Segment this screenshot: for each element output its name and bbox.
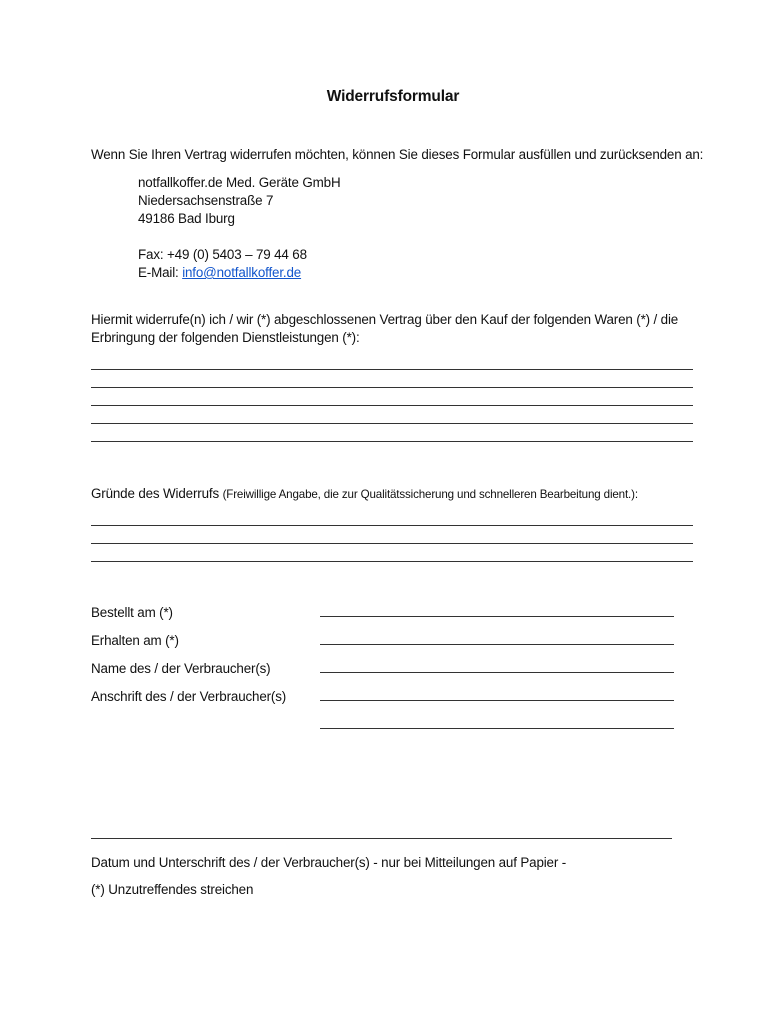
form-title: Widerrufsformular (326, 88, 460, 105)
footnote: (*) Unzutreffendes streichen (91, 882, 254, 897)
intro-text: Wenn Sie Ihren Vertrag widerrufen möchten, können Sie dieses Formular ausfüllen und zurücksenden an: (91, 147, 704, 162)
received-field[interactable] (320, 644, 674, 645)
statement-line-2: Erbringung der folgenden Dienstleistungen (*): (91, 330, 360, 345)
received-label: Erhalten am (*) (91, 633, 179, 648)
goods-entry-line-4[interactable] (91, 423, 693, 424)
signature-line[interactable] (91, 838, 672, 839)
address-email (138, 264, 301, 282)
reasons-entry-line-1[interactable] (91, 525, 693, 526)
address-label: Anschrift des / der Verbraucher(s) (91, 689, 287, 704)
address-company: notfallkoffer.de Med. Geräte GmbH (138, 175, 341, 190)
reasons-label: Gründe des Widerrufs (91, 486, 223, 501)
reasons-heading (91, 485, 638, 504)
name-label: Name des / der Verbraucher(s) (91, 661, 271, 676)
email-label: E-Mail: (138, 265, 183, 280)
address-field-line-2[interactable] (320, 728, 674, 729)
address-city: 49186 Bad Iburg (138, 211, 235, 226)
reasons-entry-line-2[interactable] (91, 543, 693, 544)
goods-entry-line-1[interactable] (91, 369, 693, 370)
ordered-label: Bestellt am (*) (91, 605, 173, 620)
address-street: Niedersachsenstraße 7 (138, 193, 274, 208)
goods-entry-line-3[interactable] (91, 405, 693, 406)
name-field[interactable] (320, 672, 674, 673)
reasons-entry-line-3[interactable] (91, 561, 693, 562)
goods-entry-line-5[interactable] (91, 441, 693, 442)
goods-entry-line-2[interactable] (91, 387, 693, 388)
signature-label: Datum und Unterschrift des / der Verbraucher(s) - nur bei Mitteilungen auf Papier - (91, 855, 567, 870)
address-field-line-1[interactable] (320, 700, 674, 701)
reasons-note: (Freiwillige Angabe, die zur Qualitätssicherung und schnelleren Bearbeitung dient.): (222, 488, 638, 501)
statement-line-1: Hiermit widerrufe(n) ich / wir (*) abgeschlossenen Vertrag über den Kauf der folgenden Waren (*) / die (91, 312, 679, 327)
email-link[interactable]: info@notfallkoffer.de (182, 265, 302, 280)
ordered-field[interactable] (320, 616, 674, 617)
address-fax: Fax: +49 (0) 5403 – 79 44 68 (138, 247, 307, 262)
